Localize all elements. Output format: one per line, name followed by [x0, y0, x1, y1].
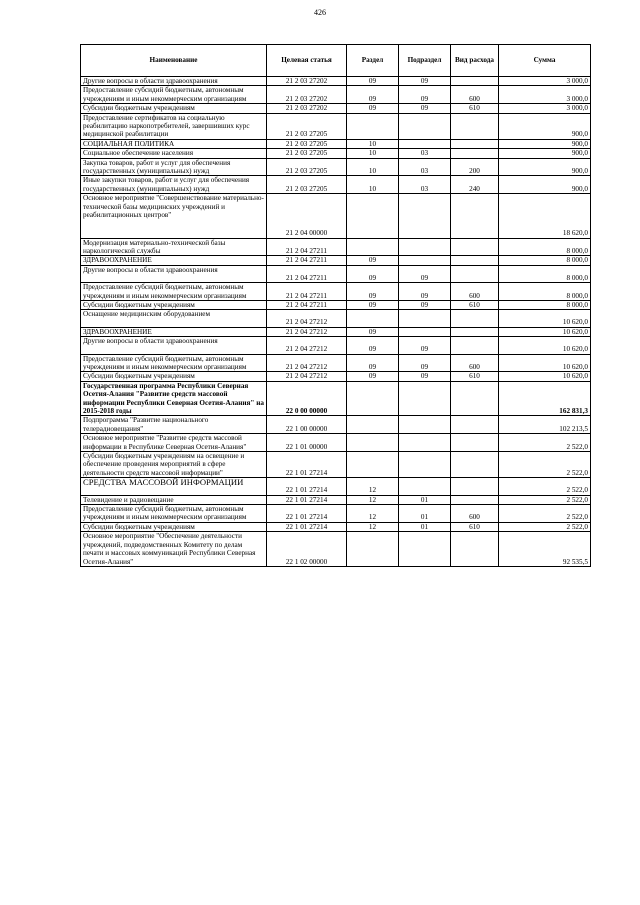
row-sum: 900,0 — [499, 113, 591, 139]
row-code: 22 1 00 00000 — [267, 416, 347, 434]
row-expense — [451, 113, 499, 139]
row-subsection: 01 — [399, 495, 451, 504]
row-code: 21 2 03 27202 — [267, 104, 347, 113]
row-sum: 900,0 — [499, 139, 591, 148]
row-section: 10 — [347, 176, 399, 194]
row-expense: 610 — [451, 300, 499, 309]
table-row — [81, 478, 591, 495]
row-section: 09 — [347, 354, 399, 372]
row-subsection — [399, 310, 451, 327]
row-name: Другие вопросы в области здравоохранения — [81, 337, 267, 354]
row-expense: 200 — [451, 158, 499, 176]
row-expense — [451, 495, 499, 504]
row-section — [347, 113, 399, 139]
table-row — [81, 495, 591, 504]
row-sum: 3 000,0 — [499, 104, 591, 113]
row-subsection — [399, 238, 451, 256]
row-code: 21 2 03 27205 — [267, 139, 347, 148]
row-name: Социальное обеспечение населения — [81, 149, 267, 158]
row-subsection: 09 — [399, 104, 451, 113]
row-expense — [451, 381, 499, 416]
row-code: 22 1 01 27214 — [267, 452, 347, 478]
row-subsection: 01 — [399, 505, 451, 523]
row-section: 12 — [347, 505, 399, 523]
header-section: Раздел — [347, 45, 399, 77]
row-code: 21 2 04 27211 — [267, 265, 347, 282]
row-code: 21 2 04 27211 — [267, 283, 347, 301]
row-section — [347, 238, 399, 256]
row-code: 21 2 04 27212 — [267, 372, 347, 381]
row-subsection — [399, 434, 451, 452]
row-name: Предоставление субсидий бюджетным, автономным учреждениям и иным некоммерческим организациям — [81, 505, 267, 523]
row-section: 09 — [347, 327, 399, 336]
row-name: Оснащение медицинским оборудованием — [81, 310, 267, 327]
row-code: 21 2 04 00000 — [267, 194, 347, 238]
table-row — [81, 327, 591, 336]
row-section: 09 — [347, 337, 399, 354]
row-subsection — [399, 113, 451, 139]
row-name: Иные закупки товаров, работ и услуг для обеспечения государственных (муниципальных) нужд — [81, 176, 267, 194]
row-code: 21 2 04 27212 — [267, 327, 347, 336]
row-subsection — [399, 256, 451, 265]
row-expense — [451, 337, 499, 354]
row-sum: 3 000,0 — [499, 77, 591, 86]
row-code: 22 0 00 00000 — [267, 381, 347, 416]
table-header-row — [81, 45, 591, 77]
row-expense — [451, 139, 499, 148]
row-name: Субсидии бюджетным учреждениям — [81, 300, 267, 309]
row-name: Субсидии бюджетным учреждениям — [81, 372, 267, 381]
row-name: Основное мероприятие "Совершенствование материально-технической базы медицинских учреждений и реабилитационных центров" — [81, 194, 267, 238]
row-sum: 2 522,0 — [499, 452, 591, 478]
row-code: 21 2 04 27211 — [267, 300, 347, 309]
row-section: 09 — [347, 265, 399, 282]
row-sum: 2 522,0 — [499, 495, 591, 504]
row-code: 21 2 04 27212 — [267, 310, 347, 327]
table-row — [81, 522, 591, 531]
row-section: 12 — [347, 495, 399, 504]
table-row — [81, 300, 591, 309]
table-row — [81, 238, 591, 256]
row-sum: 2 522,0 — [499, 434, 591, 452]
table-row — [81, 310, 591, 327]
row-section: 09 — [347, 86, 399, 104]
row-subsection — [399, 194, 451, 238]
row-name: Субсидии бюджетным учреждениям — [81, 104, 267, 113]
row-subsection: 03 — [399, 158, 451, 176]
row-section — [347, 434, 399, 452]
row-code: 21 2 03 27205 — [267, 158, 347, 176]
row-subsection — [399, 416, 451, 434]
row-name: Основное мероприятие "Обеспечение деятельности учреждений, подведомственных Комитету по делам печати и массовых коммуникаций Республики Северная Осетия-Алания" — [81, 532, 267, 567]
row-expense — [451, 452, 499, 478]
row-expense — [451, 265, 499, 282]
page-number: 426 — [314, 8, 326, 17]
row-expense: 600 — [451, 505, 499, 523]
header-subsection: Подраздел — [399, 45, 451, 77]
row-subsection — [399, 327, 451, 336]
row-subsection: 09 — [399, 300, 451, 309]
row-subsection: 09 — [399, 283, 451, 301]
row-subsection: 09 — [399, 265, 451, 282]
header-code: Целевая статья — [267, 45, 347, 77]
row-subsection — [399, 532, 451, 567]
row-sum: 162 831,3 — [499, 381, 591, 416]
row-sum: 3 000,0 — [499, 86, 591, 104]
row-subsection — [399, 478, 451, 495]
row-name: Другие вопросы в области здравоохранения — [81, 265, 267, 282]
row-name: Телевидение и радиовещание — [81, 495, 267, 504]
row-subsection: 01 — [399, 522, 451, 531]
table-row — [81, 283, 591, 301]
row-section — [347, 416, 399, 434]
row-expense: 610 — [451, 372, 499, 381]
row-name: Субсидии бюджетным учреждениям — [81, 522, 267, 531]
header-name: Наименование — [81, 45, 267, 77]
row-sum: 10 620,0 — [499, 354, 591, 372]
row-expense: 240 — [451, 176, 499, 194]
table-row — [81, 176, 591, 194]
row-expense — [451, 77, 499, 86]
header-sum: Сумма — [499, 45, 591, 77]
row-sum: 10 620,0 — [499, 372, 591, 381]
table-row — [81, 372, 591, 381]
row-name: Подпрограмма "Развитие национального телерадиовещания" — [81, 416, 267, 434]
row-code: 21 2 03 27205 — [267, 149, 347, 158]
row-sum: 10 620,0 — [499, 310, 591, 327]
row-subsection: 03 — [399, 149, 451, 158]
row-sum: 10 620,0 — [499, 337, 591, 354]
row-expense: 600 — [451, 86, 499, 104]
header-expense: Вид расхода — [451, 45, 499, 77]
row-name: ЗДРАВООХРАНЕНИЕ — [81, 256, 267, 265]
row-sum: 102 213,5 — [499, 416, 591, 434]
row-name: Предоставление субсидий бюджетным, автономным учреждениям и иным некоммерческим организациям — [81, 86, 267, 104]
table-row — [81, 194, 591, 238]
row-sum: 8 000,0 — [499, 265, 591, 282]
row-name: Субсидии бюджетным учреждениям на освещение и обеспечение проведения мероприятий в сфере деятельности средств массовой информации" — [81, 452, 267, 478]
row-code: 22 1 01 00000 — [267, 434, 347, 452]
budget-table — [80, 44, 591, 567]
row-code: 21 2 03 27205 — [267, 176, 347, 194]
row-subsection: 09 — [399, 77, 451, 86]
table-row — [81, 86, 591, 104]
row-section: 09 — [347, 77, 399, 86]
row-subsection: 03 — [399, 176, 451, 194]
table-row — [81, 77, 591, 86]
row-section — [347, 381, 399, 416]
row-expense: 610 — [451, 522, 499, 531]
row-code: 21 2 03 27202 — [267, 86, 347, 104]
row-subsection — [399, 139, 451, 148]
row-expense: 600 — [451, 283, 499, 301]
row-name: Основное мероприятие "Развитие средств массовой информации в Республике Северная Осетия-Алания" — [81, 434, 267, 452]
row-sum: 8 000,0 — [499, 256, 591, 265]
row-code: 22 1 01 27214 — [267, 505, 347, 523]
row-name: Государственная программа Республики Северная Осетия-Алания "Развитие средств массовой информации Республики Северная Осетия-Алания" на 2015-2018 годы — [81, 381, 267, 416]
row-section: 10 — [347, 149, 399, 158]
row-sum: 18 620,0 — [499, 194, 591, 238]
row-expense — [451, 310, 499, 327]
row-section: 09 — [347, 372, 399, 381]
row-name: Предоставление субсидий бюджетным, автономным учреждениям и иным некоммерческим организациям — [81, 354, 267, 372]
row-code: 22 1 02 00000 — [267, 532, 347, 567]
row-name: СОЦИАЛЬНАЯ ПОЛИТИКА — [81, 139, 267, 148]
row-sum: 92 535,5 — [499, 532, 591, 567]
row-name: Предоставление субсидий бюджетным, автономным учреждениям и иным некоммерческим организациям — [81, 283, 267, 301]
row-expense — [451, 532, 499, 567]
row-code: 21 2 04 27212 — [267, 354, 347, 372]
row-sum: 8 000,0 — [499, 300, 591, 309]
row-code: 22 1 01 27214 — [267, 522, 347, 531]
row-section: 09 — [347, 283, 399, 301]
row-section: 12 — [347, 478, 399, 495]
row-code: 22 1 01 27214 — [267, 495, 347, 504]
row-sum: 900,0 — [499, 158, 591, 176]
row-section: 10 — [347, 139, 399, 148]
row-name: СРЕДСТВА МАССОВОЙ ИНФОРМАЦИИ — [81, 478, 267, 495]
row-sum: 8 000,0 — [499, 238, 591, 256]
table-row — [81, 354, 591, 372]
row-expense — [451, 238, 499, 256]
table-row — [81, 104, 591, 113]
row-section: 12 — [347, 522, 399, 531]
table-row — [81, 434, 591, 452]
row-expense — [451, 416, 499, 434]
row-section — [347, 194, 399, 238]
table-row — [81, 149, 591, 158]
row-name: Закупка товаров, работ и услуг для обеспечения государственных (муниципальных) нужд — [81, 158, 267, 176]
row-sum: 8 000,0 — [499, 283, 591, 301]
table-row — [81, 381, 591, 416]
row-name: Модернизация материально-технической базы наркологической службы — [81, 238, 267, 256]
table-row — [81, 337, 591, 354]
row-section — [347, 310, 399, 327]
row-name: Другие вопросы в области здравоохранения — [81, 77, 267, 86]
row-expense — [451, 149, 499, 158]
table-row — [81, 532, 591, 567]
row-subsection — [399, 381, 451, 416]
row-section — [347, 452, 399, 478]
row-subsection: 09 — [399, 86, 451, 104]
row-code: 21 2 03 27205 — [267, 113, 347, 139]
table-row — [81, 505, 591, 523]
row-name: ЗДРАВООХРАНЕНИЕ — [81, 327, 267, 336]
row-sum: 2 522,0 — [499, 522, 591, 531]
row-subsection: 09 — [399, 337, 451, 354]
row-subsection: 09 — [399, 354, 451, 372]
table-row — [81, 158, 591, 176]
row-section — [347, 532, 399, 567]
row-expense: 610 — [451, 104, 499, 113]
row-sum: 900,0 — [499, 149, 591, 158]
row-sum: 2 522,0 — [499, 505, 591, 523]
row-code: 22 1 01 27214 — [267, 478, 347, 495]
row-expense — [451, 327, 499, 336]
row-section: 09 — [347, 300, 399, 309]
row-code: 21 2 03 27202 — [267, 77, 347, 86]
row-subsection: 09 — [399, 372, 451, 381]
row-sum: 900,0 — [499, 176, 591, 194]
row-sum: 10 620,0 — [499, 327, 591, 336]
row-subsection — [399, 452, 451, 478]
row-expense — [451, 478, 499, 495]
row-sum: 2 522,0 — [499, 478, 591, 495]
table-row — [81, 113, 591, 139]
row-section: 10 — [347, 158, 399, 176]
row-expense — [451, 434, 499, 452]
row-expense — [451, 256, 499, 265]
row-code: 21 2 04 27211 — [267, 238, 347, 256]
row-section: 09 — [347, 104, 399, 113]
table-row — [81, 265, 591, 282]
table-body — [81, 77, 591, 567]
row-expense — [451, 194, 499, 238]
table-row — [81, 416, 591, 434]
row-name: Предоставление сертификатов на социальную реабилитацию наркопотребителей, завершивших курс медицинской реабилитации — [81, 113, 267, 139]
table-row — [81, 256, 591, 265]
table-row — [81, 139, 591, 148]
table-row — [81, 452, 591, 478]
row-expense: 600 — [451, 354, 499, 372]
row-code: 21 2 04 27212 — [267, 337, 347, 354]
row-code: 21 2 04 27211 — [267, 256, 347, 265]
row-section: 09 — [347, 256, 399, 265]
